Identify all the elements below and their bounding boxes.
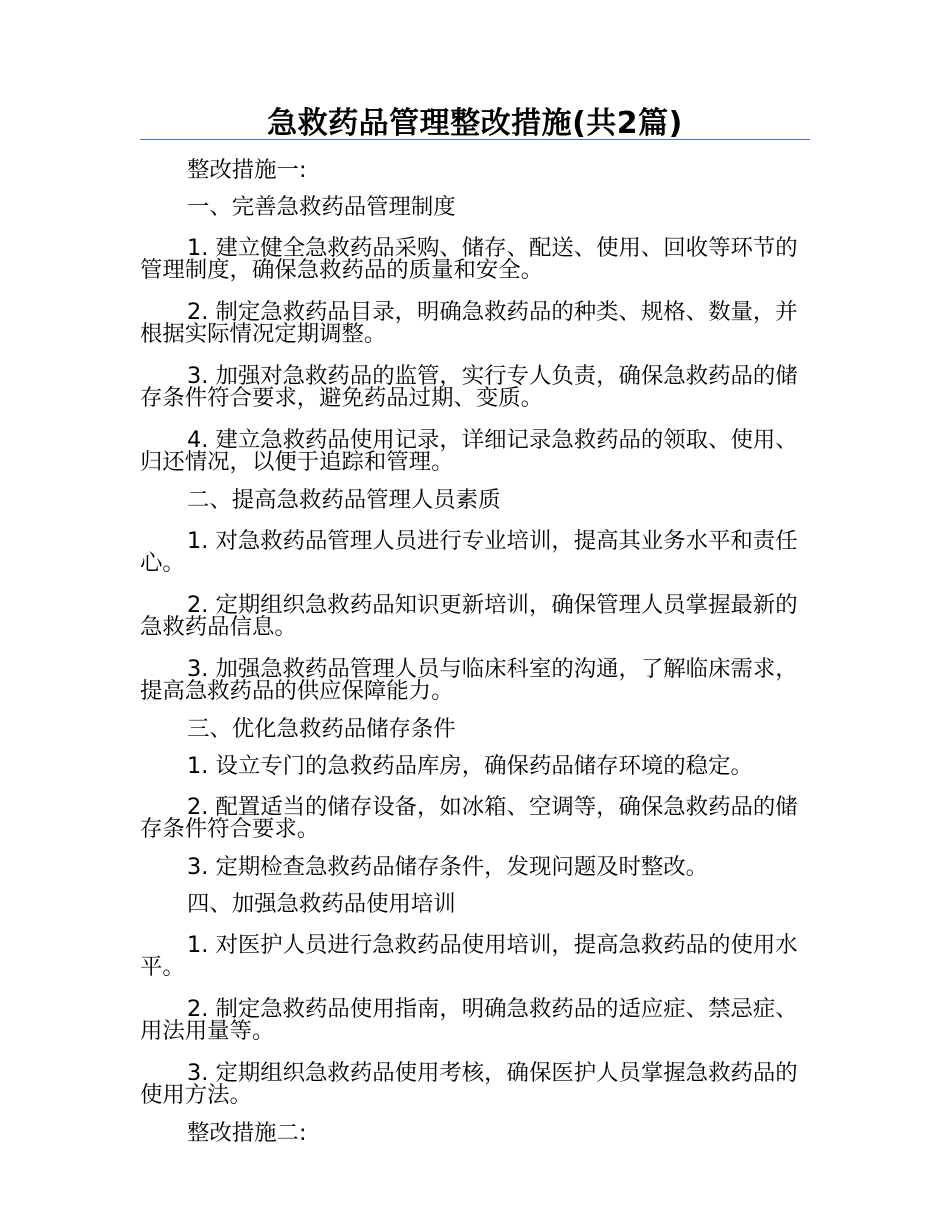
title-underline	[140, 139, 810, 140]
list-item: 1. 对急救药品管理人员进行专业培训，提高其业务水平和责任心。	[140, 528, 798, 576]
list-item: 3. 加强对急救药品的监管，实行专人负责，确保急救药品的储存条件符合要求，避免药品过期、变质。	[140, 363, 798, 411]
list-item: 2. 定期组织急救药品知识更新培训，确保管理人员掌握最新的急救药品信息。	[140, 592, 798, 640]
list-item: 3. 定期检查急救药品储存条件，发现问题及时整改。	[187, 854, 709, 880]
list-item: 2. 配置适当的储存设备，如冰箱、空调等，确保急救药品的储存条件符合要求。	[140, 794, 798, 842]
section-heading-measures-two: 整改措施二:	[187, 1120, 307, 1146]
list-item: 1. 对医护人员进行急救药品使用培训，提高急救药品的使用水平。	[140, 932, 798, 980]
section-heading-3: 三、优化急救药品储存条件	[187, 716, 456, 742]
section-heading-4: 四、加强急救药品使用培训	[187, 891, 456, 917]
document-body	[140, 152, 810, 1152]
list-item: 3. 定期组织急救药品使用考核，确保医护人员掌握急救药品的使用方法。	[140, 1060, 798, 1108]
list-item: 2. 制定急救药品目录，明确急救药品的种类、规格、数量，并根据实际情况定期调整。	[140, 299, 798, 347]
list-item: 2. 制定急救药品使用指南，明确急救药品的适应症、禁忌症、用法用量等。	[140, 996, 798, 1044]
list-item: 1. 建立健全急救药品采购、储存、配送、使用、回收等环节的管理制度，确保急救药品的质量和安全。	[140, 235, 798, 283]
list-item: 4. 建立急救药品使用记录，详细记录急救药品的领取、使用、归还情况，以便于追踪和管理。	[140, 427, 798, 475]
section-heading-1: 一、完善急救药品管理制度	[187, 194, 456, 220]
document-title: 急救药品管理整改措施(共2篇)	[267, 106, 683, 141]
list-item: 1. 设立专门的急救药品库房，确保药品储存环境的稳定。	[187, 753, 753, 779]
section-heading-2: 二、提高急救药品管理人员素质	[187, 487, 501, 513]
list-item: 3. 加强急救药品管理人员与临床科室的沟通，了解临床需求，提高急救药品的供应保障能力。	[140, 656, 798, 704]
section-heading-measures-one: 整改措施一:	[187, 157, 307, 183]
